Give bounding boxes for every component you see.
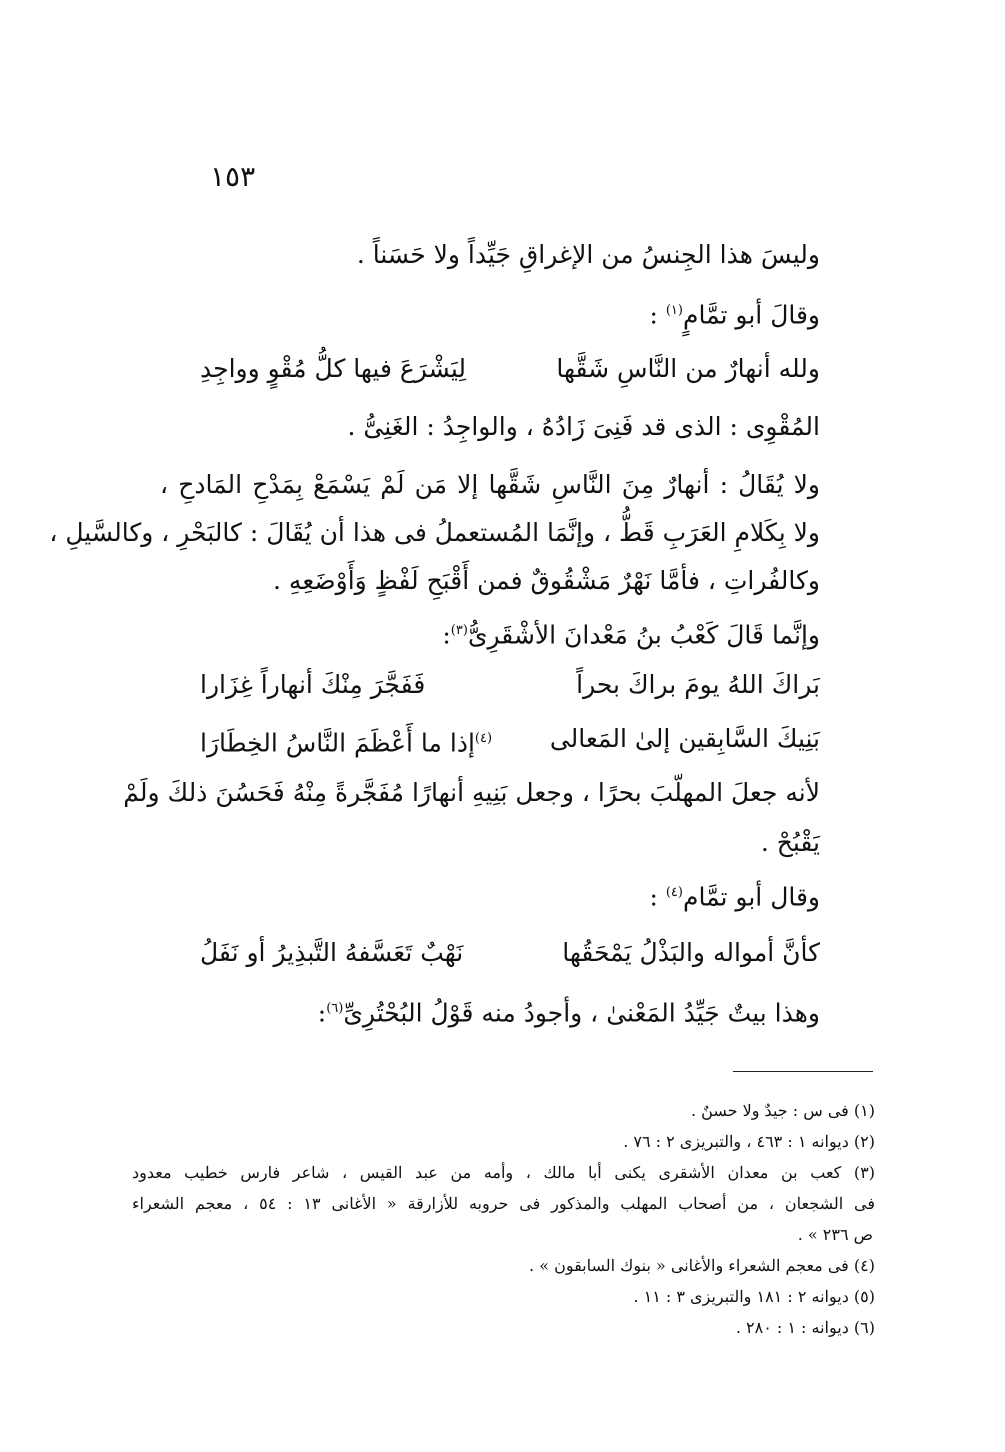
footnote-ref-3: (٣) (450, 623, 468, 638)
body-line-4: ولا يُقَالُ : أنهارٌ مِنَ النَّاسِ شَقَّها إلا مَن لَمْ يَسْمَعْ بِمَدْحِ المَادحِ ، (160, 470, 820, 499)
body-line-10 (649, 876, 820, 914)
verse-4-second-hemistich: نَهْبٌ تَعَسَّفهُ التَّبذِيرُ أو نَفَلُ (200, 938, 464, 967)
verse-4-first-hemistich: كأنَّ أمواله والبَذْلُ يَمْحَقُها (562, 938, 820, 967)
verse-2 (200, 668, 820, 708)
body-line-8: لأنه جعلَ المهلّبَ بحرًا ، وجعل بَنِيهِ أنهارًا مُفَجَّرةً مِنْهُ فَحَسُنَ ذلكَ ولَمْ (123, 778, 820, 807)
body-line-2-text: وقالَ أبو تمَّامٍ (682, 300, 820, 330)
body-line-7 (442, 614, 820, 652)
body-line-9: يَقْبُحْ . (760, 828, 820, 857)
footnote-divider (733, 1071, 873, 1072)
page-number: ١٥٣ (210, 160, 256, 193)
verse-4 (200, 936, 820, 976)
verse-3-first-hemistich: بَنِيكَ السَّابِقين إلىٰ المَعالى (549, 724, 820, 753)
body-line-7-colon: : (442, 620, 451, 650)
verse-1-first-hemistich: ولله أنهارٌ من النَّاسِ شَقَّها (556, 354, 820, 383)
body-line-11-colon: : (317, 998, 327, 1028)
body-line-3: المُقْوِى : الذى قد فَنِىَ زَادُهُ ، والواجِدُ : الغَنِىُّ . (347, 412, 820, 441)
body-line-10-colon: : (649, 882, 666, 912)
footnote-2: (٢) ديوانه ١ : ٤٦٣ ، والتبريزى ٢ : ٧٦ . (623, 1132, 875, 1151)
footnote-ref-1: (١) (665, 303, 683, 318)
body-line-11-text: وهذا بيتٌ جَيِّدُ المَعْنىٰ ، وأجودُ منه قَوْلُ البُحْتُرِىِّ (343, 998, 820, 1028)
verse-2-second-hemistich: فَفَجَّرَ مِنْكَ أنهاراً غِزَارا (200, 670, 426, 699)
footnote-1: (١) فى س : جيدٌ ولا حسنٌ . (691, 1101, 875, 1120)
footnote-3-line-3: ص ٢٣٦ » . (797, 1225, 873, 1244)
body-line-2 (649, 294, 820, 332)
footnote-ref-4b: (٤) (665, 885, 683, 900)
verse-2-first-hemistich: بَراكَ اللهُ يومَ براكَ بحراً (576, 670, 820, 699)
footnote-5: (٥) ديوانه ٢ : ١٨١ والتبريزى ٣ : ١١ . (633, 1287, 875, 1306)
body-line-5: ولا بِكَلامِ العَرَبِ قَطُّ ، وإنَّمَا المُستعملُ فى هذا أن يُقَالَ : كالبَحْرِ ، وكالسَّيلِ ، (49, 518, 820, 547)
footnote-ref-6: (٦) (326, 1001, 344, 1016)
footnote-3-line-1: (٣) كعب بن معدان الأشقرى يكنى أبا مالك ، وأمه من عبد القيس ، شاعر فارس خطيب معدود (132, 1163, 875, 1182)
footnote-ref-4a: (٤) (474, 731, 493, 746)
footnote-4: (٤) فى معجم الشعراء والأغانى « بنوك السابقون » . (529, 1256, 875, 1275)
body-line-2-colon: : (649, 300, 666, 330)
verse-1 (200, 352, 820, 392)
verse-3-second-hemistich (200, 722, 492, 760)
verse-3-second-hemistich-text: إذا ما أَعْظَمَ النَّاسُ الخِطَارَا (200, 728, 475, 758)
body-line-1: وليسَ هذا الجِنسُ من الإغراقِ جَيِّداً ولا حَسَناً . (356, 240, 820, 269)
body-line-7-text: وإنَّما قَالَ كَعْبُ بنُ مَعْدانَ الأشْقَرِىُّ (467, 620, 820, 650)
body-line-11 (318, 992, 820, 1030)
body-line-6: وكالفُراتِ ، فأمَّا نَهْرٌ مَشْقُوقٌ فمن أَقْبَحِ لَفْظٍ وَأَوْضَعِهِ . (273, 566, 820, 595)
verse-1-second-hemistich: لِيَشْرَعَ فيها كلُّ مُقْوٍ وواجِدِ (200, 354, 467, 383)
verse-3 (200, 722, 820, 762)
footnote-3-line-2: فى الشجعان ، من أصحاب المهلب والمذكور فى حروبه للأزارقة « الأغانى ١٣ : ٥٤ ، معجم الشعراء (132, 1194, 876, 1213)
body-line-10-text: وقال أبو تمَّام (682, 882, 820, 912)
footnote-6: (٦) ديوانه : ١ : ٢٨٠ . (735, 1318, 875, 1337)
